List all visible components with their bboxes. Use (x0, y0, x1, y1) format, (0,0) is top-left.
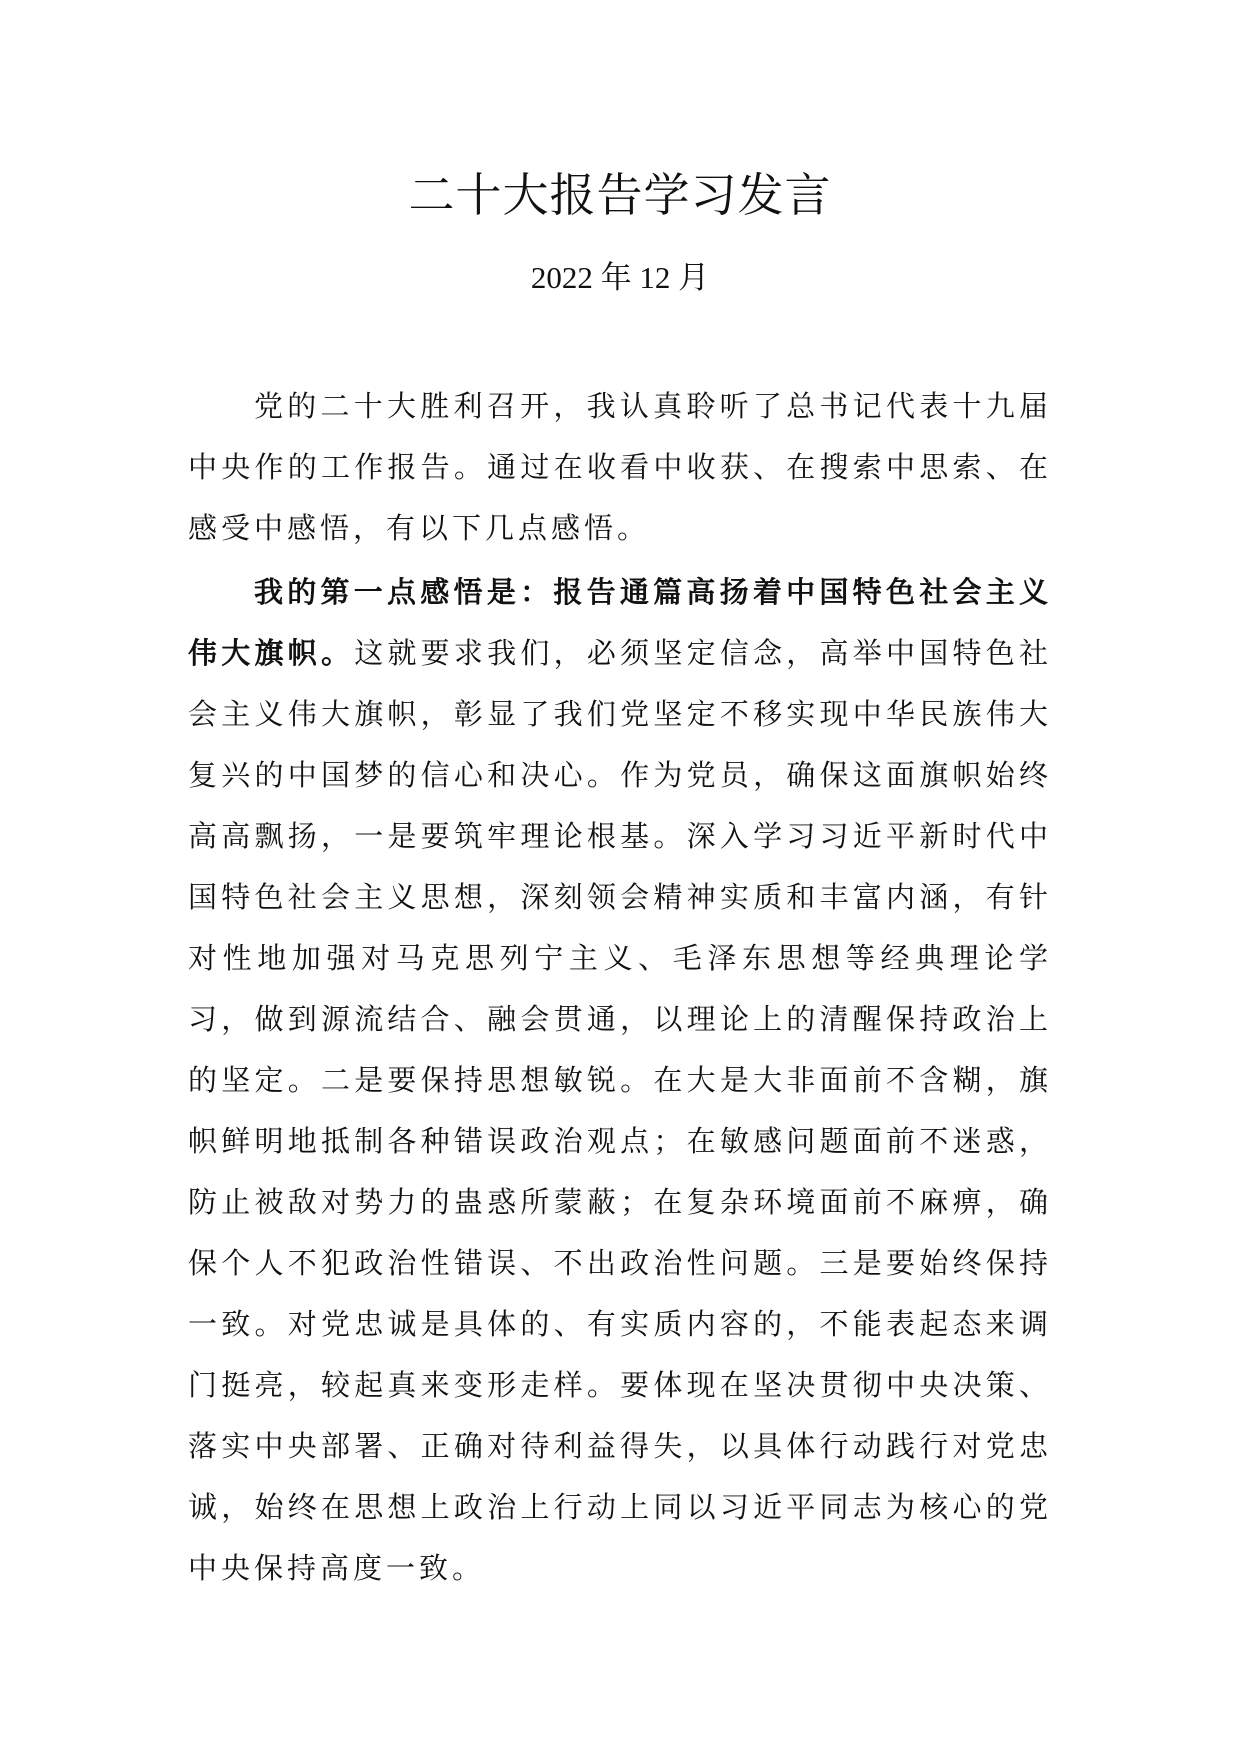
paragraph-first-insight (188, 562, 1052, 1599)
paragraph-intro (188, 376, 1052, 559)
paragraph-first-insight-lead: 我的第一点感悟是：报告通篇高扬着中国特色社会主义伟大旗帜。 (188, 575, 1052, 670)
paragraph-first-insight-text: 这就要求我们，必须坚定信念，高举中国特色社会主义伟大旗帜，彰显了我们党坚定不移实现中华民族伟大复兴的中国梦的信心和决心。作为党员，确保这面旗帜始终高高飘扬，一是要筑牢理论根基。深入学习习近平新时代中国特色社会主义思想，深刻领会精神实质和丰富内涵，有针对性地加强对马克思列宁主义、毛泽东思想等经典理论学习，做到源流结合、融会贯通，以理论上的清醒保持政治上的坚定。二是要保持思想敏锐。在大是大非面前不含糊，旗帜鲜明地抵制各种错误政治观点；在敏感问题面前不迷惑，防止被敌对势力的蛊惑所蒙蔽；在复杂环境面前不麻痹，确保个人不犯政治性错误、不出政治性问题。三是要始终保持一致。对党忠诚是具体的、有实质内容的，不能表起态来调门挺亮，较起真来变形走样。要体现在坚决贯彻中央决策、落实中央部署、正确对待利益得失，以具体行动践行对党忠诚，始终在思想上政治上行动上同以习近平同志为核心的党中央保持高度一致。 (188, 636, 1052, 1585)
document-date: 2022 年 12 月 (530, 260, 710, 295)
paragraph-intro-text: 党的二十大胜利召开，我认真聆听了总书记代表十九届中央作的工作报告。通过在收看中收获、在搜索中思索、在感受中感悟，有以下几点感悟。 (188, 389, 1052, 545)
document-title: 二十大报告学习发言 (408, 168, 832, 222)
document-body (188, 376, 1052, 1599)
